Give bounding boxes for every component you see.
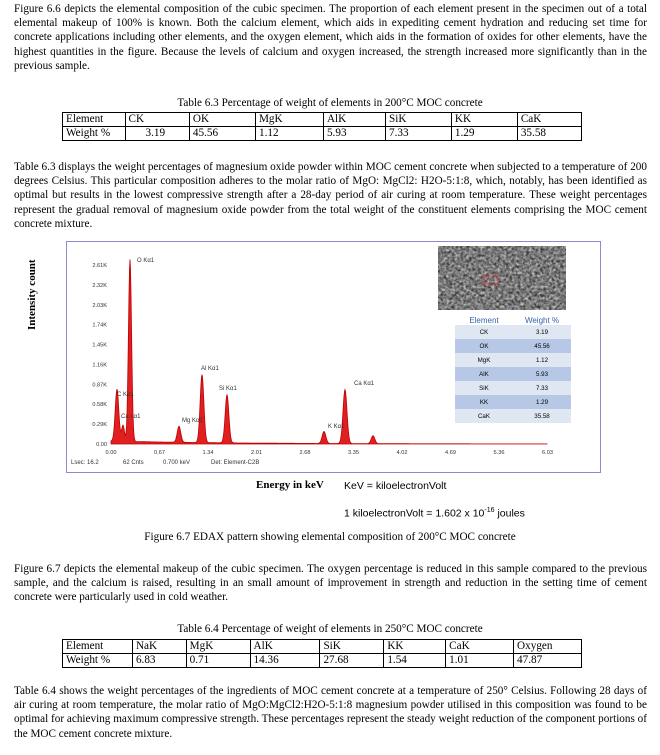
table-cell: CaK [446, 640, 514, 654]
table-cell: Weight % [63, 127, 126, 141]
table-header-row [63, 113, 582, 127]
inset-row [455, 325, 571, 339]
peak-labels [117, 258, 375, 430]
inset-row [455, 381, 571, 395]
y-tick-label: 1.45K [92, 342, 107, 349]
table-cell: AlK [250, 640, 320, 654]
table-cell: SiK [385, 113, 451, 127]
table-cell: 1.54 [384, 654, 446, 668]
inset-element-cell: SiK [455, 381, 513, 395]
table-header-row [63, 640, 582, 654]
inset-row [455, 353, 571, 367]
kev-unit: joules [497, 507, 525, 520]
kev-definition: KeV = kiloelectronVolt [344, 480, 447, 492]
x-tick-label: 3.35 [348, 450, 359, 456]
table-cell: 3.19 [125, 127, 189, 141]
y-tick-label: 1.16K [92, 362, 107, 369]
x-axis [106, 450, 553, 456]
inset-weight-cell: 1.12 [513, 353, 571, 367]
inset-header-weight: Weight % [524, 316, 560, 325]
inset-weight-cell: 35.58 [513, 409, 571, 423]
closing-paragraph: Table 6.4 shows the weight percentages of the ingredients of MOC cement concrete at a temperature of 250° Celsius. Following 28 days of air curing at room temperature, the molar ratio of MgO:MgCl2:H2O-5:1:8 magnesium powder utilised in this composition was found to be optimal for achieving maximum compressive strength. These percentages represent the steady weight reduction of the component portions of the MOC cement concrete mixture. [14, 685, 647, 740]
x-tick-label: 0.67 [154, 450, 165, 456]
table-cell: KK [384, 640, 446, 654]
table-cell: 35.58 [517, 127, 581, 141]
inset-row [455, 409, 571, 423]
table-cell: SiK [320, 640, 384, 654]
table-description-paragraph: Table 6.3 displays the weight percentages of magnesium oxide powder within MOC cement concrete when subjected to a temperature of 200 degrees Celsius. This particular composition adheres to the molar ratio of MgO: MgCl2: H2O-5:1:8, which, notably, has been identified as optimal but results in the lowest compressive strength after a 28-day period of air curing at room temperature. These weight percentages represent the gradual removal of magnesium oxide powder from the total weight of the constituent elements comprising the MOC cement concrete mixture. [14, 161, 647, 230]
figure-6-7-caption: Figure 6.7 EDAX pattern showing elemental composition of 200°C MOC concrete [144, 531, 516, 543]
table-6-3-caption: Table 6.3 Percentage of weight of elements in 200°C MOC concrete [177, 97, 483, 109]
table-cell: CK [125, 113, 189, 127]
table-cell: Weight % [63, 654, 133, 668]
x-tick-label: 1.34 [202, 450, 214, 456]
peak-label-ca-l: Ca Lα1 [121, 414, 141, 420]
peak-label-o: O Kα1 [137, 258, 155, 264]
x-tick-label: 2.01 [251, 450, 262, 456]
table-cell: 14.36 [250, 654, 320, 668]
y-axis [92, 263, 107, 448]
peak-label-c: C Kα1 [117, 392, 134, 398]
footer-detector: Det: Element-C2B [211, 460, 260, 466]
table-6-4-caption: Table 6.4 Percentage of weight of elements in 250°C MOC concrete [177, 623, 483, 635]
peak-label-si: Si Kα1 [219, 386, 237, 392]
table-cell: 1.29 [451, 127, 517, 141]
inset-weight-cell: 3.19 [513, 325, 571, 339]
kev-exponent: -16 [484, 507, 495, 514]
table-cell: MgK [186, 640, 250, 654]
sem-micrograph-image [438, 246, 566, 310]
x-tick-label: 5.36 [493, 450, 505, 456]
peak-label-ca-k: Ca Kα1 [354, 381, 375, 387]
footer-kev: 0.700 keV [163, 460, 191, 466]
kev-conversion-text: 1 kiloelectronVolt = 1.602 x 10 [344, 507, 485, 520]
micrograph-texture [438, 246, 566, 310]
table-cell: NaK [132, 640, 186, 654]
peak-label-k: K Kα1 [328, 424, 345, 430]
inset-header-row [455, 316, 571, 325]
inset-weight-cell: 1.29 [513, 395, 571, 409]
y-tick-label: 0.00 [96, 442, 107, 448]
table-row [63, 127, 582, 141]
figure-description-paragraph: Figure 6.7 depicts the elemental makeup of the cubic specimen. The oxygen percentage is reduced in this sample compared to the previous sample, and the calcium is raised, resulting in an small amount of improvement in strength and reduction in the setting time of cement concrete were particularly used in cold weather. [14, 563, 647, 604]
table-cell: 1.12 [255, 127, 323, 141]
table-cell: OK [189, 113, 255, 127]
y-tick-label: 1.74K [92, 322, 107, 329]
y-tick-label: 0.87K [92, 382, 107, 389]
inset-element-cell: KK [455, 395, 513, 409]
y-tick-label: 2.61K [92, 263, 107, 269]
inset-weight-cell: 7.33 [513, 381, 571, 395]
inset-element-cell: CK [455, 325, 513, 339]
inset-row [455, 339, 571, 353]
x-axis-label: Energy in keV [256, 479, 324, 491]
table-cell: 7.33 [385, 127, 451, 141]
y-tick-label: 0.58K [92, 402, 107, 409]
y-axis-label: Intensity count [26, 259, 38, 330]
table-row [63, 654, 582, 668]
inset-weight-cell: 45.56 [513, 339, 571, 353]
table-cell: KK [451, 113, 517, 127]
x-tick-label: 6.03 [542, 450, 553, 456]
inset-element-cell: OK [455, 339, 513, 353]
x-tick-label: 0.00 [105, 450, 117, 456]
inset-element-cell: AlK [455, 367, 513, 381]
table-cell: 45.56 [189, 127, 255, 141]
table-cell: MgK [255, 113, 323, 127]
table-cell: Element [63, 113, 126, 127]
inset-row [455, 367, 571, 381]
y-tick-label: 2.32K [92, 282, 107, 289]
table-cell: 0.71 [186, 654, 250, 668]
table-cell: Oxygen [514, 640, 582, 654]
inset-element-cell: MgK [455, 353, 513, 367]
y-tick-label: 0.29K [92, 422, 107, 429]
table-cell: CaK [517, 113, 581, 127]
footer-lsec: Lsec: 16.2 [71, 460, 99, 466]
x-tick-label: 4.02 [396, 450, 408, 456]
inset-element-table [455, 316, 571, 423]
table-cell: 5.93 [323, 127, 385, 141]
inset-header-element: Element [469, 316, 499, 325]
inset-row [455, 395, 571, 409]
table-cell: 47.87 [514, 654, 582, 668]
x-tick-label: 4.69 [445, 450, 456, 456]
table-cell: 1.01 [446, 654, 514, 668]
kev-conversion [344, 507, 525, 520]
footer-cnts: 62 Cnts [123, 460, 144, 466]
table-cell: AlK [323, 113, 385, 127]
table-cell: 6.83 [132, 654, 186, 668]
table-6-3 [62, 112, 582, 141]
inset-element-cell: CaK [455, 409, 513, 423]
table-cell: 27.68 [320, 654, 384, 668]
intro-paragraph: Figure 6.6 depicts the elemental composition of the cubic specimen. The proportion of each element present in the specimen out of a total elemental makeup of 100% is known. Both the calcium element, which aids in expediting cement hydration and reducing set time for concrete applications including other elements, and the oxygen element, which aids in the formation of oxides for other elements, have the highest quantities in the figure. Because the levels of calcium and oxygen increased, the strength increased more significantly than in the previous sample. [14, 3, 647, 72]
table-cell: Element [63, 640, 133, 654]
inset-weight-cell: 5.93 [513, 367, 571, 381]
x-tick-label: 2.68 [299, 450, 311, 456]
peak-label-al: Al Kα1 [201, 366, 219, 372]
y-tick-label: 2.03K [92, 302, 107, 309]
peak-label-mg: Mg Kα1 [182, 418, 203, 424]
table-6-4 [62, 639, 582, 668]
